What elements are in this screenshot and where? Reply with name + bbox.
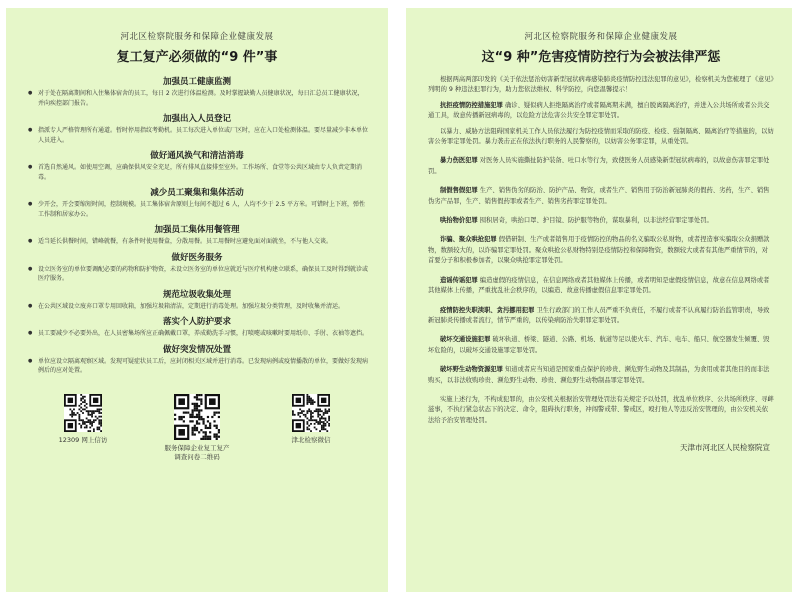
section	[26, 343, 368, 376]
right-org-header: 河北区检察院服务和保障企业健康发展	[524, 32, 678, 42]
section	[26, 251, 368, 284]
offense-text: 生产、销售伪劣的防治、防护产品、物资，或者生产、销售用于防治新冠肺炎的假药、劣药，生产、销售伪劣产品罪，生产、销售假药罪或者生产、销售劣药罪定罪处罚。	[428, 187, 770, 205]
section-title: 做好突发情况处置	[162, 344, 231, 355]
offense-lead: 破坏交通设施犯罪	[440, 336, 491, 344]
qr-code-icon[interactable]	[292, 394, 330, 432]
section-bullet: ● 员工要减少不必要外出，在人员密集场所应正确佩戴口罩，养成勤洗手习惯，打喷嚏或咳嗽时要用纸巾、手肘、衣袖等遮挡。	[26, 329, 368, 339]
left-sections	[26, 75, 368, 376]
offense-item	[428, 216, 774, 226]
qr-code-icon[interactable]	[174, 394, 220, 440]
left-flyer	[6, 8, 388, 592]
qr-caption: 12309 网上信访	[58, 435, 108, 444]
intro-paragraph: 根据两高两部印发的《关于依法惩治妨害新型冠状病毒感染肺炎疫情防控违法犯罪的意见》，检察机关为您梳理了《意见》列明的 9 种违法犯罪行为，助力您依法维权、科学防控，向您温馨提示！	[428, 76, 774, 94]
offense-lead: 破坏野生动物资源犯罪	[440, 366, 503, 374]
offense-item	[428, 335, 774, 356]
offense-lead: 诈骗、聚众哄抢犯罪	[440, 236, 497, 244]
section-title: 规范垃圾收集处理	[162, 289, 231, 300]
offense-lead: 哄抬物价犯罪	[440, 217, 478, 225]
section-bullet: ● 适当延长供餐时间，错峰就餐，有条件时使用餐盒，分散用餐。员工用餐时应避免面对面就坐，不与他人交谈。	[26, 237, 368, 247]
qr-block-survey	[152, 394, 242, 462]
offense-item	[428, 365, 774, 386]
offense-text: 卫生行政部门的工作人员严重不负责任，不履行或者不认真履行防治监管职责，导致新冠肺炎传播或者流行，情节严重的，以传染病防治失职罪定罪处罚。	[428, 306, 770, 324]
offense-item	[428, 186, 774, 207]
section-title: 落实个人防护要求	[162, 317, 231, 327]
qr-code-row	[26, 394, 368, 462]
right-title: 这“9 种”危害疫情防控行为会被法律严惩	[481, 50, 721, 65]
offense-item	[428, 101, 774, 122]
offense-text: 以暴力、威胁方法阻碍国家机关工作人员依法履行为防控疫情而采取的防疫、检疫、强制隔离、隔离治疗等措施的，以妨害公务罪定罪处罚。暴力袭击正在依法执行职务的人民警察的，以妨害公务罪定罪，从重处罚。	[428, 127, 774, 146]
section-title: 加强出入人员登记	[162, 114, 231, 124]
section-bullet: ● 在公共区域设立废弃口罩专用回收箱，加强垃圾箱清洁，定期进行消毒处理。加强垃圾分类管理，及时收集并清运。	[26, 302, 368, 312]
section-bullet: ● 单位应设立隔离观察区域。发现可疑症状员工后，应封闭相关区域并进行消毒。已发现病例或疫情播散的单位，要做好发现病例后的应对处置。	[26, 357, 368, 376]
section-title: 加强员工健康监测	[162, 77, 231, 87]
offense-lead: 暴力伤医犯罪	[440, 157, 478, 165]
section	[26, 75, 368, 108]
signature: 天津市河北区人民检察院宣	[680, 443, 770, 453]
section	[26, 112, 368, 145]
offense-item	[428, 127, 774, 148]
section	[26, 223, 368, 247]
offense-text: 知道或者应当知道是国家重点保护的珍贵、濒危野生动物及其制品，为食用或者其他目的而非法购买，以非法收购珍贵、濒危野生动物、珍贵、濒危野生动物制品罪定罪处罚。	[428, 366, 770, 384]
section	[26, 186, 368, 219]
section-bullet: ● 首选自然通风。如使用空调，应确保供风安全充足，所有排风直接排至室外。工作场所、食堂等公共区域由专人负责定期消毒。	[26, 163, 368, 182]
section-title: 加强员工集体用餐管理	[154, 225, 240, 235]
qr-caption: 津北检察微信	[291, 435, 331, 444]
offense-text: 囤积居奇，哄抬口罩、护目镜、防护服等物价，谋取暴利，以非法经营罪定罪处罚。	[479, 217, 713, 225]
qr-code-icon[interactable]	[64, 394, 102, 432]
offense-item	[428, 276, 774, 297]
offense-item	[428, 156, 774, 177]
section	[26, 149, 368, 182]
offense-text: 假借研制、生产或者销售用于疫情防控的物品的名义骗取公私财物，或者捏造事实骗取公众捐赠款物，数额较大的，以诈骗罪定罪处罚。聚众哄抢公私财物特别是疫情防控和保障物资，数额较大或者有其他严重情节的，对首要分子和积极参加者，以聚众哄抢罪定罪处罚。	[428, 236, 770, 265]
section-bullet: ● 少开会，开会要缩短时间，控制规模。员工集体宿舍原则上每间不超过 6 人，人均不少于 2.5 平方米。可错时上下班，弹性工作制和居家办公。	[26, 200, 368, 219]
offense-text: 确诊、疑似病人拒绝隔离治疗或者隔离期未满，擅自脱离隔离治疗，并进入公共场所或者公共交通工具，故意传播新冠病毒的，以危险方法危害公共安全罪定罪处罚。	[428, 101, 770, 120]
offense-lead: 疫情防控失职渎职、贪污挪用犯罪	[440, 306, 535, 314]
closing-paragraph	[428, 395, 774, 426]
offense-lead: 造谣传谣犯罪	[440, 276, 478, 284]
offense-lead: 抗拒疫情防控措施犯罪	[440, 101, 503, 109]
offense-lead: 制假售假犯罪	[440, 187, 478, 195]
section-title: 减少员工聚集和集体活动	[150, 188, 244, 198]
section-bullet: ● 对于处在隔离期间和入住集体宿舍的员工，每日 2 次进行体温检测。及时掌握缺勤人员健康状况，每日汇总员工健康状况，并向疾控部门报告。	[26, 89, 368, 108]
qr-caption: 服务保障企业复工复产 调查问卷二维码	[164, 443, 230, 461]
offense-text: 实施上述行为，不构成犯罪的，由公安机关根据治安管理处罚法有关规定予以处罚，扰乱单位秩序、公共场所秩序、寻衅滋事，不执行紧急状态下的决定、命令，阻碍执行职务，冲闯警戒带、警戒区，殴打他人等违反治安管理的，由公安机关依法给予治安管理处罚。	[428, 395, 774, 424]
section-title: 做好医务服务	[171, 252, 223, 263]
offense-text: 破坏轨道、桥梁、隧道、公路、机场、航道等足以使火车、汽车、电车、船只、航空器发生倾覆、毁坏危险的，以破坏交通设施罪定罪处罚。	[428, 336, 770, 354]
left-org-header: 河北区检察院服务和保障企业健康发展	[120, 32, 274, 42]
section	[26, 315, 368, 339]
offense-item	[428, 235, 774, 266]
offense-list	[428, 101, 774, 426]
offense-item	[428, 306, 774, 327]
section-bullet: ● 指派专人严格管理所有通道。暂时停用指纹考勤机。员工每次进入单位或厂区时，应在入口处检测体温。要尽量减少非本单位人员进入。	[26, 126, 368, 145]
qr-block-wechat	[266, 394, 356, 462]
left-title: 复工复产必须做的“9 件”事	[116, 50, 278, 65]
section-bullet: ● 设立医务室的单位要调配必要的药物和防护物资，未设立医务室的单位应就近与医疗机构建立联系，确保员工及时得到就诊或医疗服务。	[26, 265, 368, 284]
offense-text: 对医务人员实施撕扯防护装备、吐口水等行为，致使医务人员感染新型冠状病毒的，以故意伤害罪定罪处罚。	[428, 157, 770, 175]
offense-text: 编造虚假的疫情信息，在信息网络或者其他媒体上传播，或者明知是虚假疫情信息，故意在信息网络或者其他媒体上传播，严重扰乱社会秩序的，以编造、故意传播虚假信息罪定罪处罚。	[428, 276, 770, 295]
right-flyer	[406, 8, 792, 592]
qr-block-petition	[38, 394, 128, 462]
section	[26, 288, 368, 312]
section-title: 做好通风换气和清洁消毒	[150, 151, 244, 161]
